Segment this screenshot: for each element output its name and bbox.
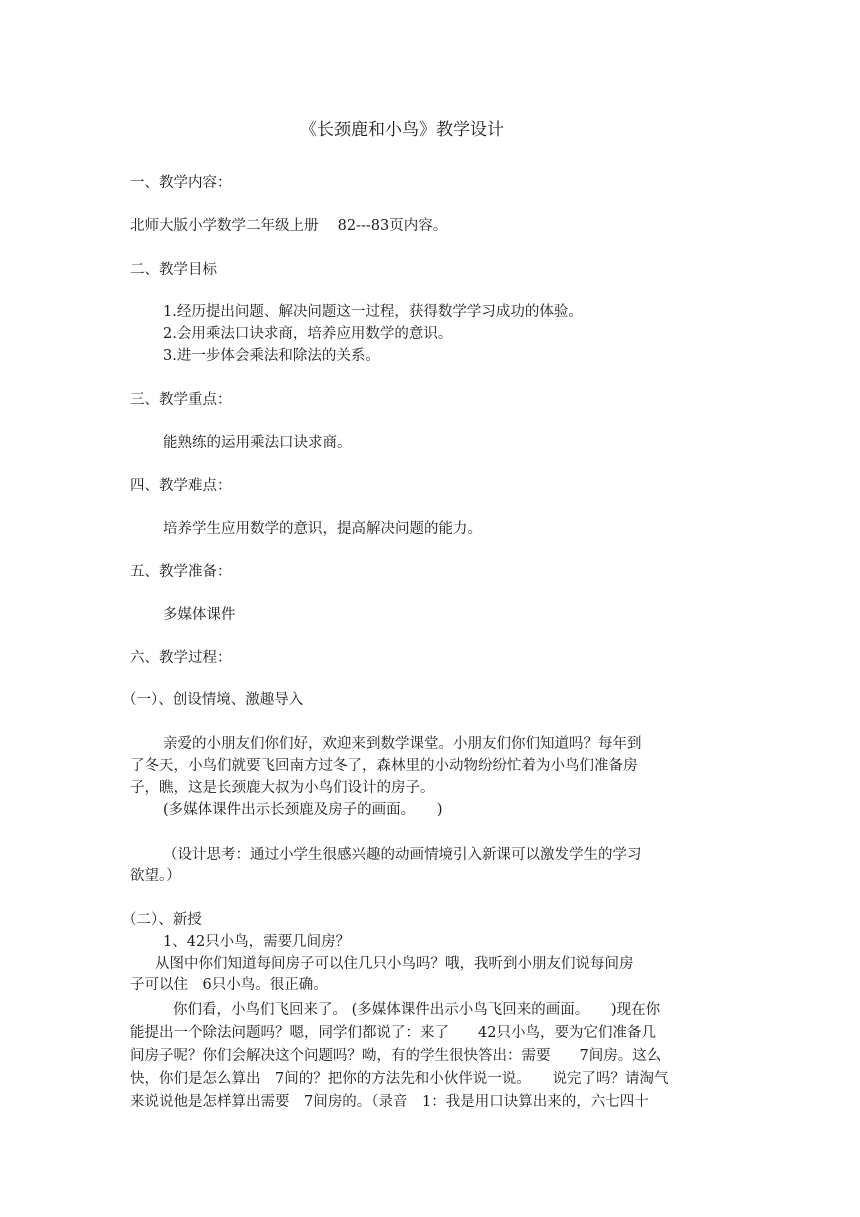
paragraph-line: 子，瞧，这是长颈鹿大叔为小鸟们设计的房子。 <box>130 780 435 796</box>
section-text-key-points: 能熟练的运用乘法口诀求商。 <box>163 435 352 451</box>
paragraph-line: 子可以住 6只小鸟。很正确。 <box>130 977 328 993</box>
paragraph-line: 1、42只小鸟，需要几间房？ <box>163 934 351 950</box>
paragraph-line: 了冬天，小鸟们就要飞回南方过冬了，森林里的小动物纷纷忙着为小鸟们准备房 <box>130 758 638 774</box>
design-note-line: 欲望。） <box>130 868 181 884</box>
section-heading-preparation: 五、教学准备： <box>130 564 232 580</box>
section-text-preparation: 多媒体课件 <box>163 607 236 623</box>
goal-item: 1.经历提出问题、解决问题这一过程，获得数学学习成功的体验。 <box>163 304 583 320</box>
section-heading-process: 六、教学过程： <box>130 650 232 666</box>
document-title: 《长颈鹿和小鸟》教学设计 <box>300 120 504 140</box>
section-heading-key-points: 三、教学重点： <box>130 392 232 408</box>
paragraph-line: 快，你们是怎么算出 7间的？把你的方法先和小伙伴说一说。 说完了吗？请淘气 <box>130 1071 669 1087</box>
paragraph-line: (多媒体课件出示长颈鹿及房子的画面。 ) <box>163 802 443 818</box>
part-heading-new-lesson: （二）、新授 <box>122 912 202 928</box>
design-note-line: （设计思考：通过小学生很感兴趣的动画情境引入新课可以激发学生的学习 <box>163 847 642 863</box>
part-heading-intro: （一）、创设情境、激趣导入 <box>122 692 304 708</box>
section-text-content: 北师大版小学数学二年级上册 82---83页内容。 <box>130 218 448 234</box>
paragraph-line: 来说说他是怎样算出需要 7间房的。（录音 1：我是用口诀算出来的，六七四十 <box>130 1094 649 1110</box>
paragraph-line: 从图中你们知道每间房子可以住几只小鸟吗？哦，我听到小朋友们说每间房 <box>155 956 634 972</box>
paragraph-line: 能提出一个除法问题吗？嗯，同学们都说了：来了 42只小鸟，要为它们准备几 <box>130 1025 656 1041</box>
paragraph-line: 亲爱的小朋友们你们好，欢迎来到数学课堂。小朋友们你们知道吗？每年到 <box>163 736 642 752</box>
section-heading-difficulties: 四、教学难点： <box>130 478 232 494</box>
goal-item: 2.会用乘法口诀求商，培养应用数学的意识。 <box>163 326 453 342</box>
paragraph-line: 你们看，小鸟们飞回来了。 (多媒体课件出示小鸟飞回来的画面。 )现在你 <box>173 1002 661 1018</box>
goal-item: 3.进一步体会乘法和除法的关系。 <box>163 348 380 364</box>
section-text-difficulties: 培养学生应用数学的意识，提高解决问题的能力。 <box>163 521 482 537</box>
paragraph-line: 间房子呢？你们会解决这个问题吗？呦，有的学生很快答出：需要 7间房。这么 <box>130 1048 662 1064</box>
section-heading-content: 一、教学内容： <box>130 175 232 191</box>
section-heading-goals: 二、教学目标 <box>130 262 217 278</box>
